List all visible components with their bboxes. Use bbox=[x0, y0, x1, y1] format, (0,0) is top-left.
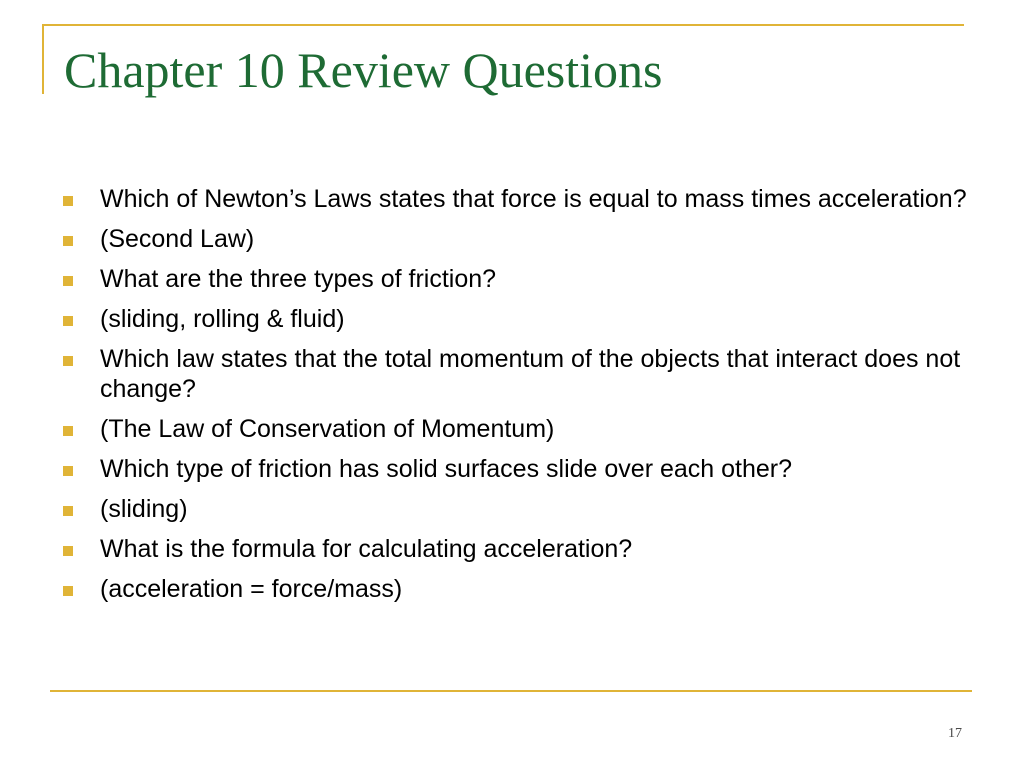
square-bullet-icon bbox=[63, 276, 73, 286]
square-bullet-icon bbox=[63, 236, 73, 246]
square-bullet-icon bbox=[63, 506, 73, 516]
page-number: 17 bbox=[948, 726, 962, 741]
square-bullet-icon bbox=[63, 426, 73, 436]
bullet-text: (The Law of Conservation of Momentum) bbox=[100, 415, 555, 443]
bullet-text: (Second Law) bbox=[100, 225, 255, 253]
bullet-item bbox=[100, 224, 980, 254]
bullet-item bbox=[100, 454, 980, 484]
bullet-item bbox=[100, 574, 980, 604]
square-bullet-icon bbox=[63, 196, 73, 206]
bullet-text: (acceleration = force/mass) bbox=[100, 575, 403, 603]
square-bullet-icon bbox=[63, 546, 73, 556]
bullet-text: Which of Newton’s Laws states that force is equal to mass times acceleration? bbox=[100, 185, 967, 213]
bullet-list bbox=[100, 184, 980, 614]
footer-rule bbox=[50, 690, 972, 692]
bullet-item bbox=[100, 534, 980, 564]
bullet-item bbox=[100, 184, 980, 214]
square-bullet-icon bbox=[63, 316, 73, 326]
frame-top-rule bbox=[42, 24, 964, 26]
frame-left-rule bbox=[42, 24, 44, 94]
square-bullet-icon bbox=[63, 466, 73, 476]
square-bullet-icon bbox=[63, 586, 73, 596]
bullet-text: (sliding) bbox=[100, 495, 188, 523]
bullet-item bbox=[100, 264, 980, 294]
bullet-text: What is the formula for calculating acceleration? bbox=[100, 535, 633, 563]
bullet-item bbox=[100, 414, 980, 444]
square-bullet-icon bbox=[63, 356, 73, 366]
bullet-text: Which type of friction has solid surfaces slide over each other? bbox=[100, 455, 793, 483]
bullet-item bbox=[100, 494, 980, 524]
bullet-text: What are the three types of friction? bbox=[100, 265, 497, 293]
bullet-item bbox=[100, 344, 980, 404]
bullet-text: (sliding, rolling & fluid) bbox=[100, 305, 345, 333]
bullet-text: Which law states that the total momentum of the objects that interact does not change? bbox=[100, 345, 961, 403]
slide-title: Chapter 10 Review Questions bbox=[64, 42, 663, 98]
bullet-item bbox=[100, 304, 980, 334]
